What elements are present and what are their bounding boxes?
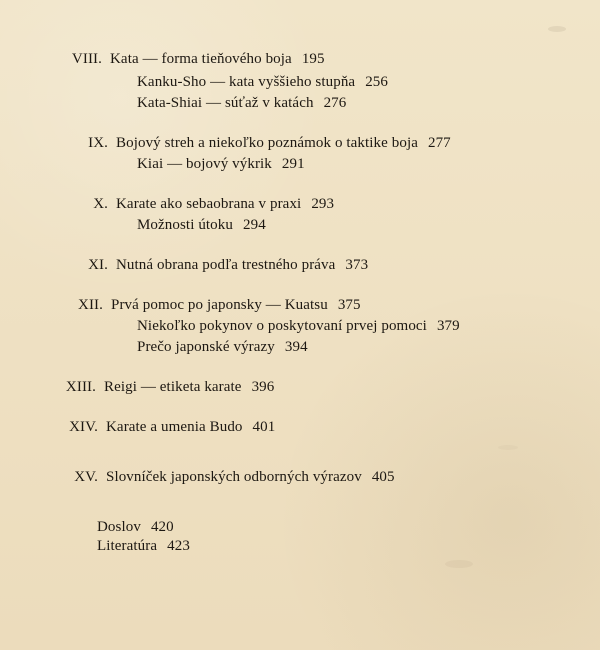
toc-entry: [97, 518, 174, 536]
page-number: 394: [284, 339, 308, 355]
toc-entry: [97, 537, 190, 555]
page-number: 195: [301, 51, 325, 67]
page-number: 401: [252, 419, 276, 435]
toc-entry: [60, 195, 334, 213]
toc-entry: [137, 155, 305, 173]
toc-entry: [137, 317, 460, 335]
chapter-title: Reigi — etiketa karate: [104, 379, 242, 395]
page-number: 293: [311, 196, 335, 212]
chapter-number: X.: [93, 196, 108, 212]
chapter-title: Prvá pomoc po japonsky — Kuatsu: [111, 297, 328, 313]
toc-entry: [137, 94, 346, 112]
page-number: 420: [150, 519, 174, 535]
section-title: Prečo japonské výrazy: [137, 339, 275, 355]
page-number: 294: [243, 217, 266, 233]
toc-entry: [137, 73, 388, 91]
toc-entry: [54, 50, 325, 68]
chapter-number: IX.: [88, 135, 108, 151]
page-number: 291: [281, 156, 305, 172]
section-title: Možnosti útoku: [137, 217, 233, 233]
back-matter-title: Doslov: [97, 519, 141, 535]
chapter-title: Karate a umenia Budo: [106, 419, 243, 435]
toc-entry: [55, 296, 361, 314]
page-number: 379: [436, 318, 460, 334]
chapter-number: XI.: [88, 257, 108, 273]
chapter-title: Slovníček japonských odborných výrazov: [106, 469, 362, 485]
chapter-title: Karate ako sebaobrana v praxi: [116, 196, 302, 212]
page-number: 405: [371, 469, 395, 485]
toc-entry: [50, 418, 275, 436]
chapter-number: XIII.: [65, 379, 96, 395]
page-number: 373: [345, 257, 369, 273]
chapter-number: XIV.: [69, 419, 98, 435]
section-title: Kata-Shiai — súťaž v katách: [137, 95, 314, 111]
page-number: 396: [251, 379, 275, 395]
toc-entry: [50, 468, 395, 486]
back-matter-title: Literatúra: [97, 538, 158, 554]
chapter-title: Nutná obrana podľa trestného práva: [116, 257, 336, 273]
chapter-number: XII.: [78, 297, 103, 313]
toc-entry: [60, 256, 368, 274]
toc-entry: [137, 216, 266, 234]
page-number: 277: [427, 135, 451, 151]
chapter-title: Kata — forma tieňového boja: [110, 51, 292, 67]
page-number: 256: [365, 74, 388, 90]
section-title: Niekoľko pokynov o poskytovaní prvej pomoci: [137, 318, 427, 334]
toc-entry: [48, 378, 274, 396]
page-number: 276: [323, 95, 347, 111]
chapter-number: VIII.: [71, 51, 102, 67]
page-number: 375: [337, 297, 361, 313]
toc-entry: [60, 134, 451, 152]
toc-entry: [137, 338, 308, 356]
chapter-title: Bojový streh a niekoľko poznámok o taktike boja: [116, 135, 418, 151]
section-title: Kiai — bojový výkrik: [137, 156, 272, 172]
chapter-number: XV.: [74, 469, 98, 485]
section-title: Kanku-Sho — kata vyššieho stupňa: [137, 74, 356, 90]
page-number: 423: [167, 538, 190, 554]
